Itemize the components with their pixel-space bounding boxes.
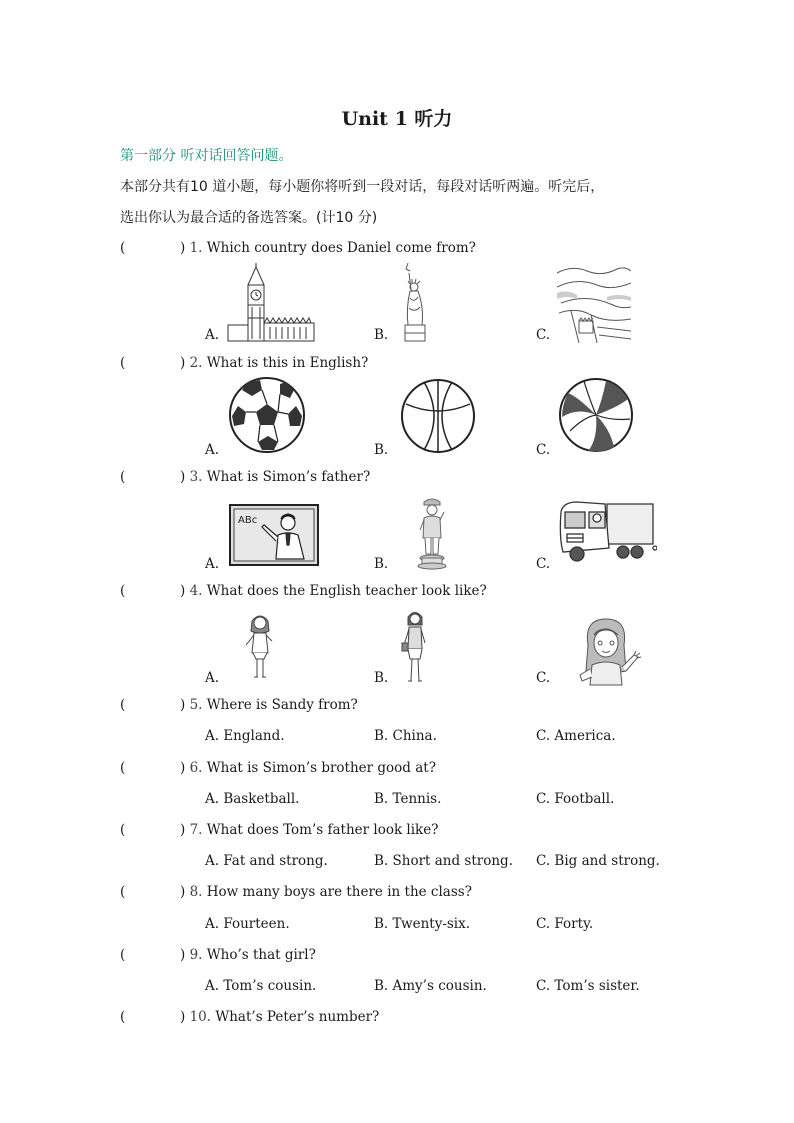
- question-number: 3.: [189, 469, 203, 485]
- question-1: ( ) 1. Which country does Daniel come from?: [120, 240, 476, 256]
- soccer-ball-icon: [228, 376, 306, 454]
- answer-blank[interactable]: (: [120, 760, 126, 776]
- svg-text:ABc: ABc: [238, 515, 258, 526]
- option-a[interactable]: A.: [205, 670, 220, 686]
- option-b[interactable]: B.: [374, 327, 389, 343]
- option-b[interactable]: B. Twenty-six.: [374, 916, 471, 932]
- question-3: ( ) 3. What is Simon’s father?: [120, 469, 371, 485]
- question-7: ( ) 7. What does Tom’s father look like?: [120, 822, 439, 838]
- option-c[interactable]: C. Big and strong.: [536, 853, 660, 869]
- question-2: ( ) 2. What is this in English?: [120, 355, 369, 371]
- option-c[interactable]: C. America.: [536, 728, 616, 744]
- question-10: ( ) 10. What’s Peter’s number?: [120, 1009, 380, 1025]
- question-number: 1.: [189, 240, 203, 256]
- question-text: What is Simon’s father?: [206, 469, 371, 485]
- question-8: ( ) 8. How many boys are there in the class?: [120, 884, 472, 900]
- teacher-icon: [228, 503, 320, 567]
- policeman-icon: [414, 494, 450, 570]
- question-text: Which country does Daniel come from?: [206, 240, 476, 256]
- option-a[interactable]: A.: [205, 556, 220, 572]
- option-b[interactable]: B. Short and strong.: [374, 853, 513, 869]
- question-text: Where is Sandy from?: [206, 697, 358, 713]
- option-a[interactable]: A.: [205, 327, 220, 343]
- basketball-icon: [400, 378, 476, 454]
- question-text: What’s Peter’s number?: [215, 1009, 380, 1025]
- truck-driver-icon: [557, 498, 657, 564]
- question-text: How many boys are there in the class?: [206, 884, 472, 900]
- question-5: ( ) 5. Where is Sandy from?: [120, 697, 358, 713]
- instructions-line-2: 选出你认为最合适的备选答案。(计10 分): [120, 210, 378, 226]
- option-a[interactable]: A. Tom’s cousin.: [205, 978, 317, 994]
- question-text: What is Simon’s brother good at?: [206, 760, 436, 776]
- option-b[interactable]: B. Tennis.: [374, 791, 442, 807]
- option-a[interactable]: A. Fat and strong.: [205, 853, 328, 869]
- option-c[interactable]: C.: [536, 327, 551, 343]
- question-number: 5.: [189, 697, 203, 713]
- question-number: 10.: [189, 1009, 212, 1025]
- big-ben-icon: [226, 263, 316, 343]
- option-a[interactable]: A. England.: [205, 728, 285, 744]
- answer-blank[interactable]: (: [120, 240, 126, 256]
- question-text: What does the English teacher look like?: [206, 583, 487, 599]
- option-a[interactable]: A. Fourteen.: [205, 916, 290, 932]
- option-a[interactable]: A. Basketball.: [205, 791, 300, 807]
- answer-blank[interactable]: (: [120, 583, 126, 599]
- question-number: 6.: [189, 760, 203, 776]
- option-b[interactable]: B.: [374, 442, 389, 458]
- option-b[interactable]: B. Amy’s cousin.: [374, 978, 487, 994]
- question-text: What does Tom’s father look like?: [206, 822, 439, 838]
- question-4: ( ) 4. What does the English teacher look like?: [120, 583, 487, 599]
- question-number: 2.: [189, 355, 203, 371]
- answer-blank[interactable]: (: [120, 1009, 126, 1025]
- instructions-line-1: 本部分共有10 道小题，每小题你将听到一段对话，每段对话听两遍。听完后，: [120, 179, 605, 195]
- answer-blank[interactable]: (: [120, 884, 126, 900]
- option-c[interactable]: C.: [536, 670, 551, 686]
- question-text: Who’s that girl?: [206, 947, 316, 963]
- option-b[interactable]: B. China.: [374, 728, 437, 744]
- option-c[interactable]: C. Tom’s sister.: [536, 978, 640, 994]
- page-title: Unit 1 听力: [341, 108, 453, 130]
- option-b[interactable]: B.: [374, 556, 389, 572]
- statue-of-liberty-icon: [396, 263, 434, 343]
- option-c[interactable]: C.: [536, 556, 551, 572]
- option-b[interactable]: B.: [374, 670, 389, 686]
- option-a[interactable]: A.: [205, 442, 220, 458]
- question-number: 8.: [189, 884, 203, 900]
- question-6: ( ) 6. What is Simon’s brother good at?: [120, 760, 436, 776]
- volleyball-icon: [558, 377, 634, 453]
- question-number: 9.: [189, 947, 203, 963]
- answer-blank[interactable]: (: [120, 355, 126, 371]
- answer-blank[interactable]: (: [120, 469, 126, 485]
- option-c[interactable]: C. Forty.: [536, 916, 594, 932]
- question-text: What is this in English?: [206, 355, 369, 371]
- option-c[interactable]: C. Football.: [536, 791, 615, 807]
- question-number: 4.: [189, 583, 203, 599]
- tall-woman-icon: [400, 609, 430, 687]
- option-c[interactable]: C.: [536, 442, 551, 458]
- answer-blank[interactable]: (: [120, 697, 126, 713]
- answer-blank[interactable]: (: [120, 822, 126, 838]
- question-9: ( ) 9. Who’s that girl?: [120, 947, 316, 963]
- great-wall-icon: [557, 263, 631, 343]
- answer-blank[interactable]: (: [120, 947, 126, 963]
- short-girl-icon: [244, 611, 276, 683]
- question-number: 7.: [189, 822, 203, 838]
- long-hair-woman-icon: [574, 615, 644, 687]
- section-heading: 第一部分 听对话回答问题。: [120, 148, 293, 164]
